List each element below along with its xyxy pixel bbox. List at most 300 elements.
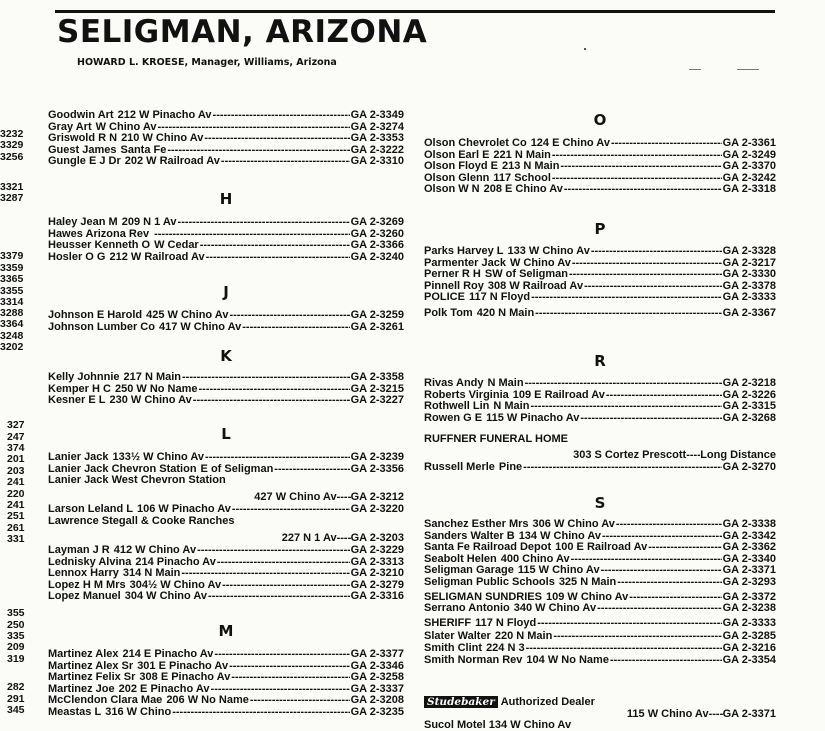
entry-address: SW of Seligman	[484, 268, 568, 280]
entry-address: 301 E Pinacho Av	[137, 659, 229, 672]
entry-name: SHERIFF	[424, 616, 472, 629]
entry-address: W Cedar	[154, 239, 199, 251]
list-item	[48, 155, 404, 167]
entry-address: 412 W Chino Av	[113, 544, 197, 556]
entry-address: 230 W Chino Av	[109, 394, 192, 406]
entry-phone: GA 2-3217	[722, 256, 776, 269]
margin-number: 291	[7, 693, 25, 705]
entry-phone: GA 2-3358	[350, 371, 404, 383]
list-item	[48, 556, 404, 568]
entry-phone: Long Distance	[700, 449, 776, 461]
entry-address: 340 W Chino Av	[513, 602, 597, 615]
leader-dashes	[553, 630, 721, 642]
entry-name: Gray Art	[48, 120, 92, 133]
entry-address: 115 W Chino Av	[517, 564, 600, 577]
list-item	[48, 251, 404, 263]
entry-phone: GA 2-3310	[350, 155, 404, 167]
leader-dashes	[591, 245, 722, 257]
entry-name: Olson Glenn	[424, 171, 490, 184]
entry-phone: GA 2-3315	[722, 400, 776, 412]
entry-name: Olson Floyd E	[424, 160, 498, 172]
leader-dashes	[616, 518, 722, 530]
entry-name: Rowen G E	[424, 411, 483, 424]
list-item	[424, 183, 776, 195]
leader-dashes	[232, 503, 350, 515]
entry-phone: GA 2-3366	[350, 239, 404, 251]
entry-phone: GA 2-3367	[722, 306, 776, 319]
leader-dashes	[601, 564, 722, 576]
margin-number: 3359	[0, 262, 24, 274]
list-item	[48, 706, 404, 718]
entry-address: 308 W Railroad Av	[487, 279, 584, 292]
entry-name: Martinez Felix Sr	[48, 671, 136, 684]
section-letter: O	[593, 111, 607, 129]
section-letter: M	[218, 622, 234, 640]
entry-name: Lanier Jack West Chevron Station	[48, 474, 226, 486]
entry-address: N Main	[487, 377, 524, 389]
entry-name: Griswold R N	[48, 132, 118, 144]
entry-name: Perner R H	[424, 268, 481, 280]
entry-address: 306 W Chino Av	[532, 518, 615, 530]
entry-phone: GA 2-3229	[350, 544, 404, 556]
entry-address: 134 W Chino Av	[518, 529, 601, 542]
list-item-continuation	[424, 449, 776, 461]
list-item	[48, 132, 404, 144]
list-item	[48, 579, 404, 591]
list-item	[48, 144, 404, 156]
entry-name: Guest James	[48, 143, 117, 156]
section-letter: R	[594, 352, 606, 370]
entry-phone: GA 2-3328	[722, 245, 776, 257]
list-item	[424, 553, 776, 565]
entry-phone: GA 2-3340	[722, 552, 776, 565]
entry-address: 214 E Pinacho Av	[122, 648, 214, 660]
entry-phone: GA 2-3342	[722, 529, 776, 542]
leader-dashes	[242, 321, 349, 333]
leader-dashes	[154, 228, 350, 240]
entry-address: 221 N Main	[493, 148, 551, 161]
leader-dashes	[221, 155, 350, 167]
section-letter: S	[594, 494, 606, 512]
entry-address: E of Seligman	[200, 462, 274, 475]
entry-address: 124 E Chino Av	[530, 137, 610, 149]
list-item	[424, 461, 776, 473]
entry-name: Rothwell Lin	[424, 400, 490, 412]
entry-name: Lanier Jack	[48, 451, 109, 463]
entry-phone: GA 2-3313	[350, 555, 404, 568]
entry-name: Rivas Andy	[424, 377, 484, 389]
list-item	[424, 541, 776, 553]
entry-address: 109 W Chino Av	[545, 590, 629, 603]
entry-name: Haley Jean M	[48, 216, 118, 228]
entry-name: Smith Clint	[424, 642, 483, 654]
leader-dashes	[217, 556, 350, 568]
entry-name: Roberts Virginia	[424, 388, 509, 401]
entry-address: 400 Chino Av	[500, 552, 570, 565]
entry-phone: GA 2-3330	[722, 268, 776, 280]
leader-dashes	[597, 602, 722, 614]
entry-phone: GA 2-3222	[350, 143, 404, 156]
entry-address: 417 W Chino Av	[158, 321, 242, 333]
entry-name: Layman J R	[48, 544, 110, 556]
entry-phone: GA 2-3353	[350, 132, 404, 144]
entry-name: Serrano Antonio	[424, 602, 510, 615]
leader-dashes	[580, 412, 721, 424]
entry-name: Martinez Alex Sr	[48, 659, 134, 672]
margin-number: 3379	[0, 250, 24, 262]
page-subtitle: HOWARD L. KROESE, Manager, Williams, Arizona	[77, 57, 337, 68]
list-item	[424, 291, 776, 303]
entry-phone: GA 2-3338	[722, 518, 776, 530]
leader-dashes	[535, 307, 721, 319]
entry-phone: GA 2-3371	[722, 564, 776, 577]
leader-dashes	[222, 579, 349, 591]
margin-number: 3202	[0, 341, 24, 353]
leader-dashes	[709, 708, 723, 720]
entry-address: 303 S Cortez Prescott	[573, 449, 687, 461]
entry-phone: GA 2-3361	[722, 137, 776, 149]
section-letter: J	[223, 283, 229, 301]
list-item	[424, 654, 776, 666]
margin-number: 374	[7, 442, 25, 454]
speck	[689, 69, 701, 70]
entry-name: Lednisky Alvina	[48, 555, 132, 568]
margin-number: 250	[7, 619, 25, 631]
entry-name: Kemper H C	[48, 382, 111, 395]
margin-number: 203	[7, 465, 25, 477]
list-item	[48, 463, 404, 475]
entry-name: Olson W N	[424, 183, 480, 195]
entry-address: 304 W Chino Av	[124, 590, 208, 603]
list-item	[48, 228, 404, 240]
entry-name: Hosler O G	[48, 250, 106, 263]
entry-phone: GA 2-3349	[350, 109, 404, 121]
leader-dashes	[205, 451, 350, 463]
entry-address: Santa Fe	[120, 143, 167, 156]
entry-phone: GA 2-3260	[350, 227, 404, 240]
list-item	[48, 309, 404, 321]
list-item	[424, 257, 776, 269]
entry-address: 210 W Chino Av	[121, 132, 204, 144]
margin-number: 3321	[0, 181, 24, 193]
entry-address: 117 N Floyd	[475, 616, 537, 629]
entry-address: W Chino Av	[95, 120, 157, 133]
entry-address: 250 W No Name	[114, 382, 198, 395]
entry-address: 214 Pinacho Av	[135, 555, 216, 568]
section-letter: P	[594, 220, 606, 238]
entry-phone: GA 2-3261	[350, 321, 404, 333]
list-item	[424, 630, 776, 642]
entry-phone: GA 2-3210	[350, 567, 404, 580]
entry-phone: GA 2-3218	[722, 377, 776, 389]
entry-address: 420 N Main	[476, 306, 535, 319]
list-item	[48, 109, 404, 121]
entry-phone: GA 2-3285	[722, 630, 776, 643]
entry-address: W Chino Av	[509, 256, 571, 269]
list-item	[48, 544, 404, 556]
leader-dashes	[611, 137, 722, 149]
entry-address: 304½ W Chino Av	[129, 578, 222, 591]
leader-dashes	[172, 706, 349, 718]
leader-dashes	[229, 309, 349, 321]
leader-dashes	[560, 160, 721, 172]
entry-phone: GA 2-3279	[350, 578, 404, 591]
leader-dashes	[686, 449, 700, 461]
entry-address: 202 E Pinacho Av	[118, 682, 210, 695]
entry-phone: GA 2-3318	[722, 183, 776, 195]
entry-address: 224 N 3	[486, 642, 525, 654]
entry-address: 212 W Pinacho Av	[117, 109, 212, 121]
entry-name: Larson Leland L	[48, 503, 133, 515]
entry-phone: GA 2-3274	[350, 120, 404, 133]
entry-name: Parks Harvey L	[424, 245, 504, 257]
entry-phone: GA 2-3377	[350, 648, 404, 660]
entry-address: 314 N Main	[122, 567, 181, 580]
entry-address: 212 W Railroad Av	[109, 250, 205, 263]
entry-name: Lopez Manuel	[48, 590, 121, 603]
margin-number: 251	[7, 510, 25, 522]
list-item	[424, 617, 776, 629]
list-item	[48, 694, 404, 706]
leader-dashes	[337, 491, 351, 503]
entry-phone: GA 2-3346	[350, 659, 404, 672]
list-item	[424, 564, 776, 576]
entry-name: Smith Norman Rev	[424, 653, 523, 666]
entry-phone: GA 2-3293	[722, 576, 776, 588]
list-item	[424, 307, 776, 319]
entry-address: 427 W Chino Av	[254, 491, 337, 503]
leader-dashes	[158, 121, 350, 133]
entry-name: SELIGMAN SUNDRIES	[424, 590, 542, 603]
entry-phone: GA 2-3370	[722, 160, 776, 172]
margin-number: 241	[7, 476, 25, 488]
list-item	[424, 518, 776, 530]
entry-phone: GA 2-3226	[722, 388, 776, 401]
entry-phone: GA 2-3239	[350, 451, 404, 463]
entry-name: Kelly Johnnie	[48, 371, 120, 383]
leader-dashes	[193, 394, 350, 406]
margin-number: 331	[7, 533, 25, 545]
entry-address: 133½ W Chino Av	[112, 451, 205, 463]
entry-name: Seligman Garage	[424, 564, 514, 577]
list-item-continuation	[48, 532, 404, 544]
entry-name: Lanier Jack Chevron Station	[48, 462, 197, 475]
list-item	[48, 567, 404, 579]
entry-phone: GA 2-3269	[350, 216, 404, 228]
leader-dashes	[182, 371, 350, 383]
section-letter: K	[220, 347, 232, 365]
entry-address: Pine	[498, 461, 523, 473]
entry-phone: GA 2-3372	[722, 590, 776, 603]
entry-name: RUFFNER FUNERAL HOME	[424, 433, 569, 445]
page-title: SELIGMAN, ARIZONA	[57, 14, 428, 50]
leader-dashes	[552, 149, 722, 161]
entry-name: Seligman Public Schools	[424, 576, 555, 588]
list-item	[48, 216, 404, 228]
entry-address: 217 N Main	[123, 371, 181, 383]
entry-name: Russell Merle	[424, 461, 495, 473]
entry-address: 106 W Pinacho Av	[136, 503, 231, 515]
entry-address: 109 E Railroad Av	[512, 388, 605, 401]
margin-number: 3314	[0, 296, 24, 308]
entry-name: Hawes Arizona Rev	[48, 227, 150, 240]
leader-dashes	[213, 109, 350, 121]
entry-phone: GA 2-3378	[722, 279, 776, 292]
entry-address: 104 W No Name	[526, 653, 609, 666]
leader-dashes	[569, 268, 722, 280]
leader-dashes	[167, 144, 349, 156]
entry-name: POLICE	[424, 291, 465, 303]
leader-dashes	[648, 541, 721, 553]
entry-address: 308 E Pinacho Av	[139, 671, 231, 684]
entry-address: 209 N 1 Av	[121, 216, 177, 228]
entry-name: Authorized Dealer	[500, 696, 595, 708]
leader-dashes	[571, 553, 722, 565]
entry-address: 117 N Floyd	[468, 291, 531, 303]
list-item	[424, 172, 776, 184]
margin-number: 220	[7, 488, 25, 500]
leader-dashes	[552, 172, 722, 184]
entry-name: Olson Chevrolet Co	[424, 137, 527, 149]
leader-dashes	[178, 216, 350, 228]
entry-phone: GA 2-3333	[722, 616, 776, 629]
leader-dashes	[206, 251, 350, 263]
list-item	[48, 371, 404, 383]
entry-phone: GA 2-3362	[722, 541, 776, 554]
list-item	[424, 268, 776, 280]
entry-phone: GA 2-3227	[350, 394, 404, 406]
entry-address: 220 N Main	[494, 630, 553, 643]
leader-dashes	[602, 530, 722, 542]
entry-name: Martinez Alex	[48, 648, 119, 660]
leader-dashes	[526, 642, 722, 654]
entry-address: 208 E Chino Av	[483, 183, 563, 195]
list-item	[424, 642, 776, 654]
entry-phone: GA 2-3208	[350, 694, 404, 707]
list-item	[424, 602, 776, 614]
list-item	[424, 377, 776, 389]
margin-number: 3287	[0, 192, 24, 204]
list-item	[424, 530, 776, 542]
entry-partial: Sucol Motel 134 W Chino Av	[424, 719, 572, 731]
margin-number: 3329	[0, 139, 24, 151]
leader-dashes	[199, 383, 350, 395]
margin-number: 327	[7, 419, 25, 431]
margin-number: 282	[7, 681, 25, 693]
list-item	[48, 394, 404, 406]
margin-number: 209	[7, 641, 25, 653]
list-item	[48, 671, 404, 683]
leader-dashes	[250, 694, 350, 706]
entry-phone: GA 2-3333	[722, 291, 776, 303]
margin-number: 3248	[0, 330, 24, 342]
entry-name: Sanders Walter B	[424, 529, 515, 542]
list-item	[48, 503, 404, 515]
margin-number: 355	[7, 607, 25, 619]
top-rule	[55, 10, 775, 13]
entry-address: 213 N Main	[501, 160, 560, 172]
entry-name: Gungle E J Dr	[48, 155, 121, 167]
entry-phone: GA 2-3238	[722, 602, 776, 615]
entry-name: Heusser Kenneth O	[48, 239, 151, 251]
entry-address: 115 W Pinacho Av	[486, 411, 580, 424]
entry-address: 133 W Chino Av	[507, 245, 590, 257]
leader-dashes	[564, 183, 722, 195]
margin-number: 261	[7, 522, 25, 534]
speck	[737, 69, 759, 70]
leader-dashes	[525, 377, 722, 389]
list-item	[48, 321, 404, 333]
entry-address: 316 W Chino	[105, 706, 172, 718]
leader-dashes	[523, 461, 721, 473]
margin-number: 335	[7, 630, 25, 642]
entry-phone: GA 2-3258	[350, 671, 404, 684]
speck	[584, 48, 586, 50]
leader-dashes	[617, 576, 721, 588]
list-item	[48, 239, 404, 251]
leader-dashes	[231, 671, 349, 683]
entry-name: Pinnell Roy	[424, 279, 484, 292]
entry-name: Lopez H M Mrs	[48, 578, 126, 591]
entry-phone: GA 2-3216	[722, 642, 776, 654]
section-letter: H	[219, 190, 233, 208]
entry-phone: GA 2-3337	[350, 682, 404, 695]
list-item	[424, 245, 776, 257]
entry-name: Lawrence Stegall & Cooke Ranches	[48, 515, 235, 527]
section-letter: L	[221, 425, 231, 443]
list-item	[424, 389, 776, 401]
margin-number: 247	[7, 431, 25, 443]
leader-dashes	[274, 463, 349, 475]
entry-name: Johnson Lumber Co	[48, 321, 155, 333]
margin-number: 3256	[0, 151, 24, 163]
list-item	[48, 683, 404, 695]
entry-phone: GA 2-3268	[722, 411, 776, 424]
leader-dashes	[531, 291, 722, 303]
entry-phone: GA 2-3316	[350, 590, 404, 603]
entry-phone: GA 2-3259	[350, 309, 404, 321]
leader-dashes	[211, 683, 350, 695]
entry-name: Slater Walter	[424, 630, 491, 643]
leader-dashes	[229, 660, 350, 672]
entry-name: Meastas L	[48, 706, 102, 718]
list-item	[424, 576, 776, 588]
leader-dashes	[530, 400, 721, 412]
entry-phone: GA 2-3242	[722, 171, 776, 184]
list-item	[424, 280, 776, 292]
leader-dashes	[337, 532, 351, 544]
margin-number: 3355	[0, 285, 24, 297]
entry-address: 115 W Chino Av	[626, 708, 709, 720]
entry-phone: GA 2-3212	[350, 491, 404, 503]
entry-address: 117 School	[493, 171, 551, 184]
leader-dashes	[204, 132, 349, 144]
list-item	[48, 451, 404, 463]
leader-dashes	[572, 257, 722, 269]
entry-phone: GA 2-3354	[722, 653, 776, 666]
entry-phone: GA 2-3356	[350, 462, 404, 475]
leader-dashes	[200, 239, 350, 251]
list-item	[424, 412, 776, 424]
list-item	[424, 160, 776, 172]
leader-dashes	[606, 389, 722, 401]
entry-name: Parmenter Jack	[424, 256, 506, 269]
leader-dashes	[584, 280, 722, 292]
entry-address: 227 N 1 Av	[281, 532, 337, 544]
entry-name: Lennox Harry	[48, 567, 119, 580]
entry-phone: GA 2-3220	[350, 503, 404, 515]
entry-name: Goodwin Art	[48, 109, 114, 121]
